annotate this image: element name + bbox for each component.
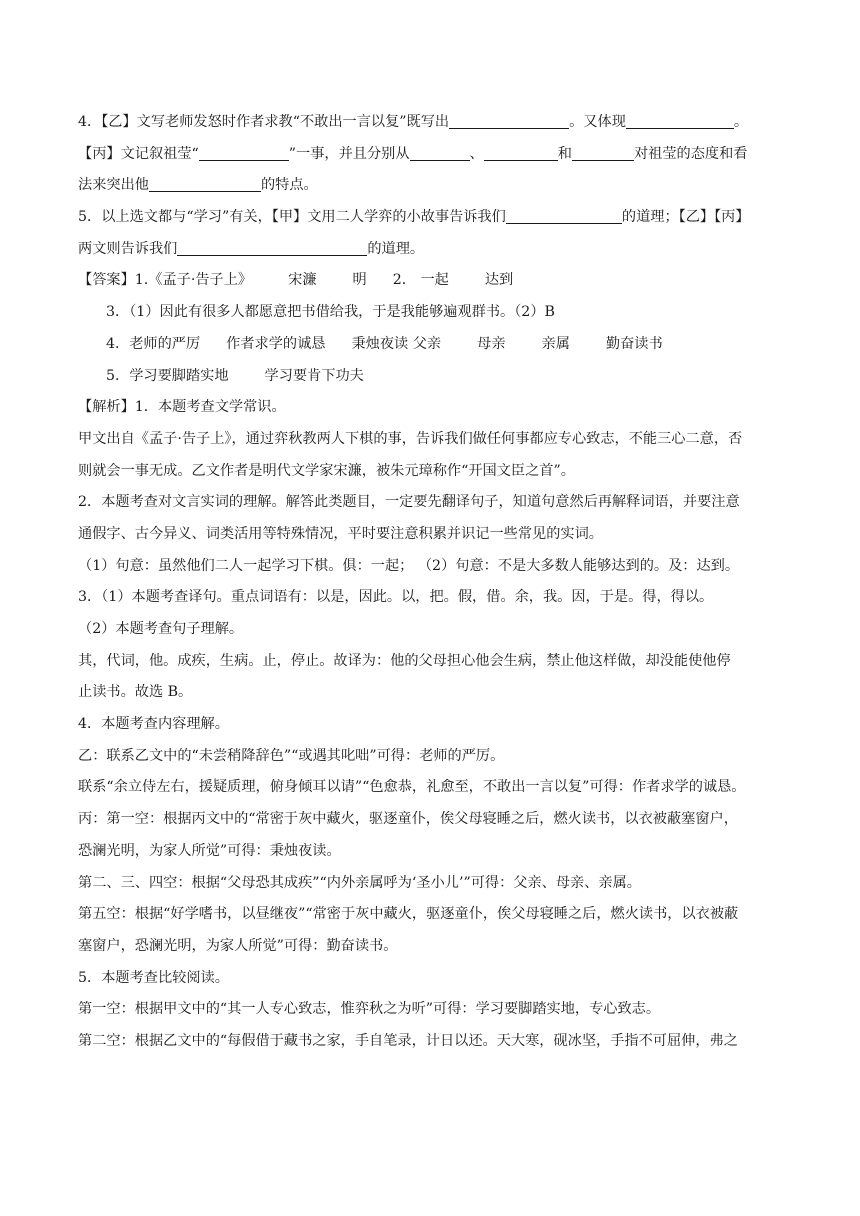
answer-item: 5．学习要脚踏实地 xyxy=(106,367,229,384)
answer-blank xyxy=(149,173,261,192)
analysis-line: 第五空：根据“好学嗜书，以昼继夜”“常密于灰中藏火，驱逐童仆，俟父母寝睡之后，燃火读书，以衣被蔽 xyxy=(78,906,739,923)
q4-text: 。 xyxy=(733,114,749,130)
answer-item: 达到 xyxy=(484,272,514,289)
analysis-line: 丙：第一空：根据丙文中的“常密于灰中藏火，驱逐童仆，俟父母寝睡之后，燃火读书，以衣被蔽塞窗户， xyxy=(78,811,738,828)
analysis-line: 5．本题考查比较阅读。 xyxy=(78,969,229,986)
answer-blank xyxy=(410,142,470,161)
q4-text: 对祖莹的态度和看 xyxy=(633,145,748,162)
q4-text: 和 xyxy=(557,145,572,162)
q5-text: 两文则告诉我们 xyxy=(78,240,178,257)
answer-line-3 xyxy=(78,329,782,361)
answer-blank xyxy=(626,110,734,129)
answer-blank xyxy=(177,237,367,256)
answer-blank xyxy=(506,205,622,224)
question-4-line-1 xyxy=(78,107,782,139)
answer-line-4 xyxy=(78,361,782,393)
q4-text: 法来突出他 xyxy=(78,177,149,194)
answer-label: 【答案】1.《孟子·告子上》 xyxy=(78,272,253,289)
q5-text: 的道理；【乙】【丙】 xyxy=(621,209,750,226)
answer-item: 2． 一起 xyxy=(392,272,449,289)
answer-item: 母亲 xyxy=(477,335,506,352)
answer-item: 学习要肯下功夫 xyxy=(264,367,364,384)
analysis-line: 其，代词，他。成疾，生病。止，停止。故译为：他的父母担心他会生病，禁止他这样做，却没能使他停 xyxy=(78,652,731,669)
analysis-line: 4．本题考查内容理解。 xyxy=(78,716,229,733)
analysis-line: 2．本题考查对文言实词的理解。解答此类题目，一定要先翻译句子，知道句意然后再解释词语，并要注意 xyxy=(78,494,740,511)
analysis-line: 止读书。故选 B。 xyxy=(78,684,193,701)
analysis-line: 塞窗户，恐澜光明，为家人所觉”可得：勤奋读书。 xyxy=(78,937,398,954)
analysis-line: （2）本题考查句子理解。 xyxy=(78,621,244,637)
analysis-line: （1）句意：虽然他们二人一起学习下棋。俱：一起； （2）句意：不是大多数人能够达到的。及：达到。 xyxy=(78,557,740,574)
answer-line-1 xyxy=(78,265,782,297)
answer-blank xyxy=(199,142,289,161)
answer-blank xyxy=(572,142,634,161)
analysis-line: 第二、三、四空：根据“父母恐其成疾”“内外亲属呼为‘圣小儿’”可得：父亲、母亲、亲属。 xyxy=(78,874,641,891)
question-5-line-2 xyxy=(78,234,782,266)
question-4-line-2 xyxy=(78,139,782,171)
question-5-line-1 xyxy=(78,202,782,234)
analysis-line: 第二空：根据乙文中的“每假借于藏书之家，手自笔录，计日以还。天大寒，砚冰坚，手指不可屈伸，弗之 xyxy=(78,1032,738,1049)
answer-item: 秉烛夜读 父亲 xyxy=(351,335,442,352)
analysis-line: 联系“余立侍左右，援疑质理，俯身倾耳以请”“色愈恭，礼愈至，不敢出一言以复”可得：作者求学的诚恳。 xyxy=(78,779,746,796)
answer-item: 亲属 xyxy=(541,335,570,352)
answer-item: 明 xyxy=(352,272,367,289)
analysis-line: 乙：联系乙文中的“未尝稍降辞色”“或遇其叱咄”可得：老师的严厉。 xyxy=(78,747,505,764)
q4-text: 4．【乙】文写老师发怒时作者求教“不敢出一言以复”既写出 xyxy=(78,114,450,130)
q4-text: ”一事，并且分别从 xyxy=(288,145,410,162)
answer-item: 勤奋读书 xyxy=(605,335,663,352)
q4-text: 。又体现 xyxy=(569,114,626,130)
analysis-line: 甲文出自《孟子·告子上》，通过弈秋教两人下棋的事，告诉我们做任何事都应专心致志，不能三心二意，否 xyxy=(78,430,743,447)
q5-text: 5．以上选文都与“学习”有关，【甲】文用二人学弈的小故事告诉我们 xyxy=(78,209,506,226)
analysis-line: 3．（1）本题考查译句。重点词语有：以是，因此。以，把。假，借。余，我。因，于是。得，得以。 xyxy=(78,589,714,606)
answer-item: 3．（1）因此有很多人都愿意把书借给我，于是我能够遍观群书。（2）B xyxy=(106,304,555,321)
analysis-line: 则就会一事无成。乙文作者是明代文学家宋濂，被朱元璋称作“开国文臣之首”。 xyxy=(78,462,575,479)
q4-text: 、 xyxy=(469,145,484,162)
question-4-line-3 xyxy=(78,170,782,202)
analysis-line: 通假字、古今异义、词类活用等特殊情况，平时要注意积累并识记一些常见的实词。 xyxy=(78,525,603,542)
q5-text: 的道理。 xyxy=(367,240,425,257)
answer-item: 4．老师的严厉 xyxy=(106,335,201,352)
answer-item: 宋濂 xyxy=(288,272,317,289)
analysis-line: 【解析】1．本题考查文学常识。 xyxy=(78,399,286,416)
q4-text: 【丙】文记叙祖莹“ xyxy=(78,145,199,162)
q4-text: 的特点。 xyxy=(260,177,318,194)
answer-item: 作者求学的诚恳 xyxy=(226,335,326,352)
analysis-line: 第一空：根据甲文中的“其一人专心致志，惟弈秋之为听”可得：学习要脚踏实地，专心致志。 xyxy=(78,1001,661,1018)
analysis-line: 恐澜光明，为家人所觉”可得：秉烛夜读。 xyxy=(78,842,341,859)
document-page xyxy=(78,107,782,1058)
answer-blank xyxy=(449,110,569,129)
answer-line-2 xyxy=(78,297,782,329)
answer-blank xyxy=(484,142,558,161)
